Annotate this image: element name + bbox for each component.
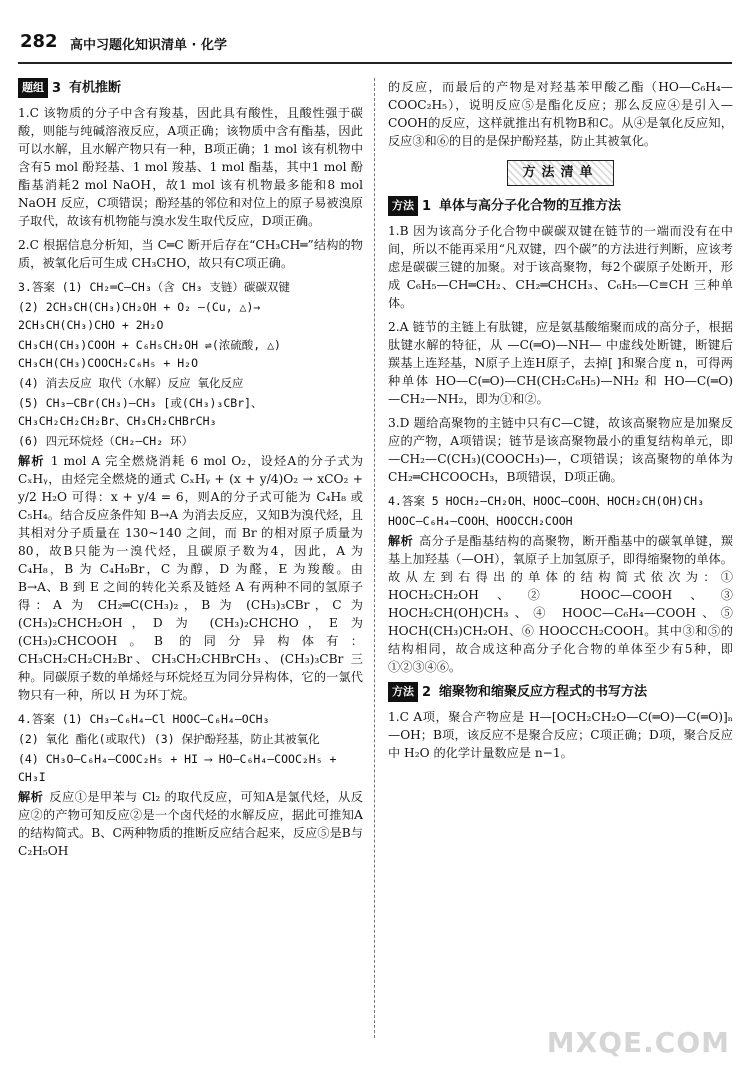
answer-3-line-3: CH₃CH(CH₃)COOH + C₆H₅CH₂OH ⇌(浓硫酸, △) CH₃CH(CH₃)COOCH₂C₆H₅ + H₂O [18,338,281,370]
right-column [388,78,733,768]
watermark: MXQE.COM [546,1026,730,1059]
method-1-analysis-4 [388,532,733,676]
group-title: 有机推断 [69,80,122,96]
answer-4-line-2: (2) 氧化 酯化(或取代) (3) 保护酚羟基，防止其被氧化 [18,732,320,746]
analysis-3 [18,452,363,704]
method-number: 2 [422,684,432,700]
method-1-answer-4-line-2: HOOC—C₆H₄—COOH、HOOCCH₂COOH [388,514,573,528]
column-divider [374,78,375,1038]
analysis-4-continued: 的反应，而最后的产物是对羟基苯甲酸乙酯（HO—C₆H₄—COOC₂H₅），说明反应⑤是酯化反应；那么反应④是引入—COOH的反应，这样就推出有机物B和C。从④是氧化反应知，反应③和⑥的目的是保护酚羟基，防止其被氧化。 [388,80,733,148]
group-heading [18,78,363,98]
analysis-label: 解析 [18,454,45,468]
book-title: 高中习题化知识清单 · 化学 [70,38,227,53]
analysis-3-text: 1 mol A 完全燃烧消耗 6 mol O₂，设烃A的分子式为 CₓHᵧ，由烃完全燃烧的通式 CₓHᵧ + (x + y/4)O₂ → xCO₂ + y/2 H₂O 可得：x + y/4 = 6，则A的分子式可能为 C₄H₈ 或 C₅H₄。结合反应条件知 B→A 为消去反应，又知B为溴代烃，且其相对分子质量在 130~140 之间，而 Br 的相对原子质量为 80，故B只能为一溴代烃，且碳原子数为4，因此，A 为 C₄H₈，B 为 C₄H₉Br，C 为醇，D 为醛，E 为羧酸。由 B→A、B 到 E 之间的转化关系及链烃 A 有两种不同的氢原子得：A 为 CH₂═C(CH₃)₂，B 为 (CH₃)₃CBr，C 为 (CH₃)₂CHCH₂OH，D 为 (CH₃)₂CHCHO，E 为 (CH₃)₂CHCOOH。B 的同分异构体有：CH₃CH₂CH₂CH₂Br、CH₃CH₂CHBrCH₃、(CH₃)₃CBr 三种。同碳原子数的单烯烃与环烷烃互为同分异构体，它的一氯代物只有一种，所以 H 为环丁烷。 [18,454,364,702]
answer-2: 2.C 根据信息分析知，当 C═C 断开后存在“CH₃CH═”结构的物质，被氧化后可生成 CH₃CHO，故只有C项正确。 [18,238,363,270]
analysis-4-text: 反应①是甲苯与 Cl₂ 的取代反应，可知A是氯代烃，从反应②的产物可知反应②是一个卤代烃的水解反应，据此可推知A的结构简式。B、C两种物质的推断反应结合起来，反应⑤是B与 C₂H₅OH [18,790,363,858]
answer-3-line-2: (2) 2CH₃CH(CH₃)CH₂OH + O₂ —(Cu, △)→ 2CH₃CH(CH₃)CHO + 2H₂O [18,300,261,332]
analysis-label: 解析 [18,790,44,804]
method-list-heading [388,160,733,186]
method-1-answer-1: 1.B 因为该高分子化合物中碳碳双键在链节的一端而没有在中间，所以不能再采用“凡双键，四个碳”的方法进行判断，应该考虑是碳碳三键的加聚。对于该高聚物，每2个碳原子处断开，形成 C₆H₅—CH═CH₂、CH₂═CHCH₃、C₆H₅—C≡CH 三种单体。 [388,224,733,310]
method-1-answer-4-line-1: 4.答案 5 HOCH₂—CH₂OH、HOOC—COOH、HOCH₂CH(OH)CH₃ [388,494,705,508]
answer-4-line-3: (4) CH₃O—C₆H₄—COOC₂H₅ + HI ⟶ HO—C₆H₄—COOC₂H₅ + CH₃I [18,752,337,784]
left-column [18,78,363,866]
analysis-4 [18,788,363,860]
answer-3-line-5: (5) CH₃—CBr(CH₃)—CH₃ [或(CH₃)₃CBr]、CH₃CH₂CH₂CH₂Br、CH₃CH₂CHBrCH₃ [18,396,263,428]
page-header [18,28,732,64]
answer-4-line-1: 4.答案 (1) CH₃—C₆H₄—Cl HOOC—C₆H₄—OCH₃ [18,712,270,726]
analysis-label: 解析 [388,534,414,548]
group-number: 3 [52,80,62,96]
method-badge: 方法 [388,196,418,216]
method-2-answer-1: 1.C A项，聚合产物应是 H—[OCH₂CH₂O—C(═O)—C(═O)]ₙ—OH；B项，该反应不是聚合反应；C项正确；D项，聚合反应中 H₂O 的化学计量数应是 n−1。 [388,710,733,760]
method-list-title: 方法清单 [507,160,613,186]
method-2-heading [388,682,733,702]
method-number: 1 [422,198,432,214]
method-1-analysis-4-text: 高分子是酯基结构的高聚物，断开酯基中的碳氧单键，羰基上加羟基（—OH），氧原子上加氢原子，即得缩聚物的单体。故从左到右得出的单体的结构简式依次为：① HOCH₂CH₂OH、② HOOC—COOH、③ HOCH₂CH(OH)CH₃、④ HOOC—C₆H₄—COOH、⑤ HOCH(CH₃)CH₂OH、⑥ HOOCCH₂COOH。其中③和⑤的结构相同，故合成这种高分子化合物的单体至少有5种，即①②③④⑥。 [388,534,734,674]
answer-3-line-4: (4) 消去反应 取代（水解）反应 氧化反应 [18,376,244,390]
answer-3-line-6: (6) 四元环烷烃（CH₂—CH₂ 环） [18,434,194,448]
method-2-title: 缩聚物和缩聚反应方程式的书写方法 [439,684,648,700]
method-1-title: 单体与高分子化合物的互推方法 [439,198,622,214]
method-1-answer-2: 2.A 链节的主链上有肽键，应是氨基酸缩聚而成的高分子，根据肽键水解的特征，从 —C(═O)—NH— 中虚线处断键，断键后羰基上连羟基，N原子上连H原子，去掉[ ]和聚合度 n，可得两种单体 HO—C(═O)—CH(CH₂C₆H₅)—NH₂ 和 HO—C(═O)—CH₂—NH₂，即为①和②。 [388,320,733,406]
group-badge: 题组 [18,78,48,98]
answer-1: 1.C 该物质的分子中含有羧基，因此具有酸性，且酸性强于碳酸，则能与纯碱溶液反应，A项正确；该物质中含有酯基，因此可以水解，且水解产物只有一种，B项正确；1 mol 该有机物中含有5 mol 酚羟基、1 mol 羧基、1 mol 酯基，其中1 mol 酚酯基消耗2 mol NaOH，故1 mol 该有机物最多能和8 mol NaOH 反应，C项错误；酚羟基的邻位和对位上的原子易被溴原子取代，故该有机物能与溴水发生取代反应，D项正确。 [18,106,363,228]
method-badge: 方法 [388,682,418,702]
page-number: 282 [20,31,58,52]
answer-3-line-1: 3.答案 (1) CH₂═C—CH₃（含 CH₃ 支链）碳碳双键 [18,280,290,294]
method-1-answer-3: 3.D 题给高聚物的主链中只有C—C键，故该高聚物应是加聚反应的产物，A项错误；链节是该高聚物最小的重复结构单元，即 —CH₂—C(CH₃)(COOCH₃)—，C项错误；该高聚物的单体为 CH₂═CHCOOCH₃，B项错误，D项正确。 [388,416,733,484]
method-1-heading [388,196,733,216]
